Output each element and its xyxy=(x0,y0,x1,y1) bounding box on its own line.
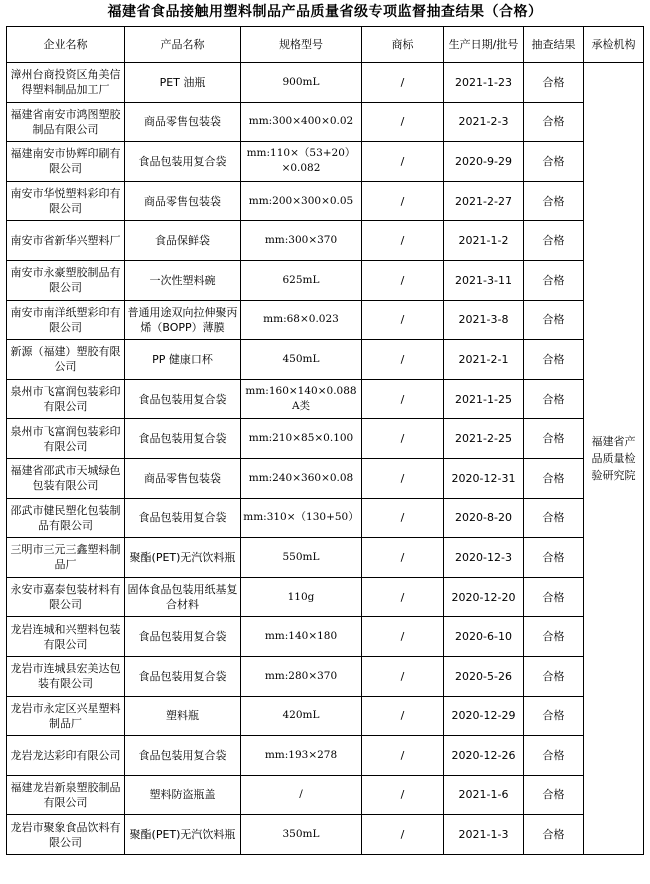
table-row xyxy=(7,617,644,657)
spec-cell: 110g xyxy=(241,577,362,617)
header-agency: 承检机构 xyxy=(584,27,644,63)
result-cell: 合格 xyxy=(524,815,584,855)
result-cell: 合格 xyxy=(524,181,584,221)
product-cell: 食品包装用复合袋 xyxy=(125,379,241,419)
product-cell: 一次性塑料碗 xyxy=(125,260,241,300)
result-cell: 合格 xyxy=(524,458,584,498)
date-cell: 2020-9-29 xyxy=(444,142,524,182)
product-cell: 聚酯(PET)无汽饮料瓶 xyxy=(125,815,241,855)
product-cell: PP 健康口杯 xyxy=(125,340,241,380)
date-cell: 2021-1-6 xyxy=(444,775,524,815)
company-cell: 福建省南安市鸿图塑胶制品有限公司 xyxy=(7,102,125,142)
table-row xyxy=(7,102,644,142)
table-row xyxy=(7,775,644,815)
result-cell: 合格 xyxy=(524,300,584,340)
company-cell: 南安市省新华兴塑料厂 xyxy=(7,221,125,261)
company-cell: 龙岩龙达彩印有限公司 xyxy=(7,736,125,776)
brand-cell: / xyxy=(362,775,444,815)
product-cell: 塑料防盗瓶盖 xyxy=(125,775,241,815)
header-date: 生产日期/批号 xyxy=(444,27,524,63)
result-cell: 合格 xyxy=(524,340,584,380)
date-cell: 2020-6-10 xyxy=(444,617,524,657)
header-brand: 商标 xyxy=(362,27,444,63)
date-cell: 2020-12-3 xyxy=(444,538,524,578)
spec-cell: 550mL xyxy=(241,538,362,578)
brand-cell: / xyxy=(362,260,444,300)
company-cell: 南安市华悦塑料彩印有限公司 xyxy=(7,181,125,221)
agency-cell: 福建省产品质量检验研究院 xyxy=(584,63,644,855)
table-row xyxy=(7,736,644,776)
result-cell: 合格 xyxy=(524,379,584,419)
date-cell: 2021-3-11 xyxy=(444,260,524,300)
spec-cell: mm:193×278 xyxy=(241,736,362,776)
brand-cell: / xyxy=(362,379,444,419)
spec-cell: mm:310×（130+50） xyxy=(241,498,362,538)
company-cell: 永安市嘉泰包装材料有限公司 xyxy=(7,577,125,617)
result-cell: 合格 xyxy=(524,656,584,696)
company-cell: 南安市永豪塑胶制品有限公司 xyxy=(7,260,125,300)
table-row xyxy=(7,458,644,498)
table-row xyxy=(7,419,644,459)
spec-cell: 350mL xyxy=(241,815,362,855)
product-cell: 商品零售包装袋 xyxy=(125,181,241,221)
brand-cell: / xyxy=(362,142,444,182)
header-row xyxy=(7,27,644,63)
company-cell: 三明市三元三鑫塑料制品厂 xyxy=(7,538,125,578)
company-cell: 龙岩连城和兴塑料包装有限公司 xyxy=(7,617,125,657)
date-cell: 2021-2-25 xyxy=(444,419,524,459)
company-cell: 龙岩市连城县宏美达包装有限公司 xyxy=(7,656,125,696)
header-company: 企业名称 xyxy=(7,27,125,63)
brand-cell: / xyxy=(362,538,444,578)
spec-cell: 450mL xyxy=(241,340,362,380)
result-cell: 合格 xyxy=(524,696,584,736)
product-cell: 食品包装用复合袋 xyxy=(125,617,241,657)
result-cell: 合格 xyxy=(524,538,584,578)
product-cell: 食品保鲜袋 xyxy=(125,221,241,261)
company-cell: 漳州台商投资区角美信得塑料制品加工厂 xyxy=(7,63,125,103)
company-cell: 龙岩市聚象食品饮料有限公司 xyxy=(7,815,125,855)
brand-cell: / xyxy=(362,419,444,459)
product-cell: 商品零售包装袋 xyxy=(125,102,241,142)
date-cell: 2020-12-20 xyxy=(444,577,524,617)
result-cell: 合格 xyxy=(524,775,584,815)
company-cell: 南安市南洋纸塑彩印有限公司 xyxy=(7,300,125,340)
brand-cell: / xyxy=(362,656,444,696)
spec-cell: mm:280×370 xyxy=(241,656,362,696)
spec-cell: mm:110×（53+20）×0.082 xyxy=(241,142,362,182)
result-cell: 合格 xyxy=(524,63,584,103)
spec-cell: mm:160×140×0.088 A类 xyxy=(241,379,362,419)
brand-cell: / xyxy=(362,815,444,855)
product-cell: 商品零售包装袋 xyxy=(125,458,241,498)
product-cell: 普通用途双向拉伸聚丙烯（BOPP）薄膜 xyxy=(125,300,241,340)
brand-cell: / xyxy=(362,300,444,340)
table-row xyxy=(7,577,644,617)
product-cell: 食品包装用复合袋 xyxy=(125,736,241,776)
result-cell: 合格 xyxy=(524,736,584,776)
brand-cell: / xyxy=(362,696,444,736)
header-spec: 规格型号 xyxy=(241,27,362,63)
table-row xyxy=(7,300,644,340)
product-cell: 食品包装用复合袋 xyxy=(125,142,241,182)
spec-cell: 625mL xyxy=(241,260,362,300)
spec-cell: 420mL xyxy=(241,696,362,736)
product-cell: 塑料瓶 xyxy=(125,696,241,736)
table-row xyxy=(7,181,644,221)
table-row xyxy=(7,221,644,261)
date-cell: 2020-5-26 xyxy=(444,656,524,696)
product-cell: PET 油瓶 xyxy=(125,63,241,103)
spec-cell: / xyxy=(241,775,362,815)
company-cell: 龙岩市永定区兴星塑料制品厂 xyxy=(7,696,125,736)
spec-cell: mm:240×360×0.08 xyxy=(241,458,362,498)
table-row xyxy=(7,815,644,855)
result-cell: 合格 xyxy=(524,260,584,300)
table-row xyxy=(7,142,644,182)
table-row xyxy=(7,538,644,578)
company-cell: 泉州市飞富润包装彩印有限公司 xyxy=(7,419,125,459)
result-cell: 合格 xyxy=(524,142,584,182)
brand-cell: / xyxy=(362,340,444,380)
spec-cell: mm:200×300×0.05 xyxy=(241,181,362,221)
results-table xyxy=(6,26,644,855)
table-row xyxy=(7,340,644,380)
company-cell: 泉州市飞富润包装彩印有限公司 xyxy=(7,379,125,419)
spec-cell: 900mL xyxy=(241,63,362,103)
date-cell: 2021-1-25 xyxy=(444,379,524,419)
table-row xyxy=(7,656,644,696)
brand-cell: / xyxy=(362,221,444,261)
table-body xyxy=(7,63,644,855)
product-cell: 聚酯(PET)无汽饮料瓶 xyxy=(125,538,241,578)
brand-cell: / xyxy=(362,102,444,142)
date-cell: 2020-12-29 xyxy=(444,696,524,736)
table-row xyxy=(7,260,644,300)
company-cell: 福建龙岩新泉塑胶制品有限公司 xyxy=(7,775,125,815)
date-cell: 2020-12-31 xyxy=(444,458,524,498)
result-cell: 合格 xyxy=(524,617,584,657)
spec-cell: mm:300×400×0.02 xyxy=(241,102,362,142)
brand-cell: / xyxy=(362,617,444,657)
result-cell: 合格 xyxy=(524,498,584,538)
table-row xyxy=(7,696,644,736)
company-cell: 福建南安市协辉印刷有限公司 xyxy=(7,142,125,182)
date-cell: 2021-2-1 xyxy=(444,340,524,380)
date-cell: 2021-3-8 xyxy=(444,300,524,340)
date-cell: 2021-1-2 xyxy=(444,221,524,261)
company-cell: 新源（福建）塑胶有限公司 xyxy=(7,340,125,380)
table-row xyxy=(7,63,644,103)
spec-cell: mm:68×0.023 xyxy=(241,300,362,340)
product-cell: 食品包装用复合袋 xyxy=(125,498,241,538)
result-cell: 合格 xyxy=(524,102,584,142)
company-cell: 邵武市健民塑化包装制品有限公司 xyxy=(7,498,125,538)
table-row xyxy=(7,379,644,419)
document-title: 福建省食品接触用塑料制品产品质量省级专项监督抽查结果（合格） xyxy=(107,4,543,20)
date-cell: 2020-8-20 xyxy=(444,498,524,538)
date-cell: 2021-1-3 xyxy=(444,815,524,855)
brand-cell: / xyxy=(362,498,444,538)
brand-cell: / xyxy=(362,181,444,221)
brand-cell: / xyxy=(362,736,444,776)
product-cell: 食品包装用复合袋 xyxy=(125,419,241,459)
table-row xyxy=(7,498,644,538)
company-cell: 福建省邵武市天城绿色包装有限公司 xyxy=(7,458,125,498)
result-cell: 合格 xyxy=(524,419,584,459)
date-cell: 2021-2-3 xyxy=(444,102,524,142)
spec-cell: mm:300×370 xyxy=(241,221,362,261)
spec-cell: mm:140×180 xyxy=(241,617,362,657)
product-cell: 食品包装用复合袋 xyxy=(125,656,241,696)
result-cell: 合格 xyxy=(524,221,584,261)
brand-cell: / xyxy=(362,458,444,498)
result-cell: 合格 xyxy=(524,577,584,617)
brand-cell: / xyxy=(362,63,444,103)
date-cell: 2020-12-26 xyxy=(444,736,524,776)
spec-cell: mm:210×85×0.100 xyxy=(241,419,362,459)
date-cell: 2021-1-23 xyxy=(444,63,524,103)
header-result: 抽查结果 xyxy=(524,27,584,63)
date-cell: 2021-2-27 xyxy=(444,181,524,221)
header-product: 产品名称 xyxy=(125,27,241,63)
brand-cell: / xyxy=(362,577,444,617)
product-cell: 固体食品包装用纸基复合材料 xyxy=(125,577,241,617)
